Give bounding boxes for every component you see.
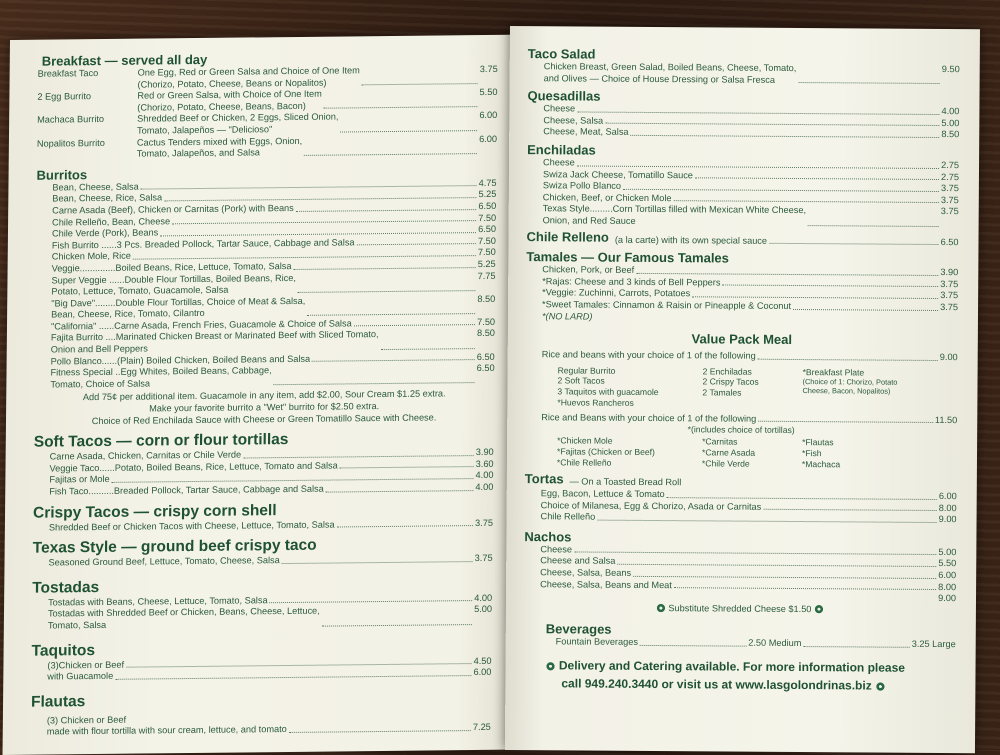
value-pack-options-b	[525, 435, 957, 470]
burrito-row	[50, 363, 494, 391]
burrito-item-price: 5.25	[477, 258, 496, 269]
burrito-item-name: Chile Verde (Pork), Beans	[51, 227, 159, 239]
torta-row	[541, 511, 957, 525]
burrito-item-dots	[298, 271, 476, 293]
nachos-item-price: 8.00	[938, 581, 957, 592]
vp-col1-item: 2 Soft Tacos	[557, 375, 605, 387]
vp-b1-item: *Chicken Mole	[557, 435, 613, 446]
breakfast-item-desc: Shredded Beef or Chicken, 2 Eggs, Sliced Onion, Tomato, Jalapeños — "Delicioso"	[137, 111, 339, 136]
texas-style-item-name: Seasoned Ground Beef, Lettuce, Tomato, Cheese, Salsa	[48, 555, 280, 568]
taco-salad-list	[528, 61, 960, 87]
taquitos-list	[31, 655, 491, 683]
burrito-item-name: Fitness Special ..Egg Whites, Boiled Beans, Cabbage, Tomato, Choice of Salsa	[50, 365, 272, 390]
enchiladas-list	[527, 157, 959, 230]
breakfast-item-name: Breakfast Taco	[37, 68, 99, 79]
breakfast-item-desc: Red or Green Salsa, with Choice of One Item (Chorizo, Potato, Cheese, Beans, Bacon)	[137, 88, 322, 113]
taquito-item-name: (3)Chicken or Beef	[47, 659, 125, 671]
soft-tacos-title: Soft Tacos — corn or flour tortillas	[33, 431, 289, 451]
breakfast-item-price: 3.75	[479, 63, 498, 75]
quesadilla-item-price: 4.00	[941, 106, 960, 117]
torta-item-name: Choice of Milanesa, Egg & Chorizo, Asada or Carnitas	[540, 499, 762, 512]
vp-b3-item: *Machaca	[801, 458, 841, 469]
burrito-item-dots	[293, 259, 475, 270]
breakfast-item-name: Machaca Burrito	[37, 114, 105, 126]
enchiladas-title: Enchiladas	[527, 142, 596, 158]
burrito-item-name: Bean, Cheese, Salsa	[52, 181, 139, 193]
taco-salad-row	[544, 61, 960, 87]
tostadas-list	[32, 593, 492, 633]
burrito-item-dots	[380, 329, 475, 350]
texas-style-item-dots	[282, 553, 473, 564]
breakfast-item-desc: Cactus Tenders mixed with Eggs, Onion, Tomato, Jalapeños, and Salsa	[136, 135, 303, 159]
breakfast-item-price: 6.00	[479, 133, 498, 144]
nachos-item-name: Cheese, Salsa, Beans and Meat	[540, 578, 672, 590]
vp-b2-item: *Chile Verde	[701, 458, 750, 469]
burritos-list	[34, 178, 496, 391]
chile-relleno-title: Chile Relleno	[526, 228, 609, 245]
enchilada-item-dots	[808, 205, 939, 226]
burrito-item-price: 4.75	[478, 177, 497, 188]
breakfast-item-name: 2 Egg Burrito	[37, 91, 92, 102]
soft-taco-item-name: Fish Taco..........Breaded Pollock, Tartar Sauce, Cabbage and Salsa	[49, 483, 324, 497]
quesadilla-item-price: 8.50	[941, 129, 960, 140]
breakfast-item-price: 6.00	[479, 110, 498, 121]
texas-style-title: Texas Style — ground beef crispy taco	[32, 536, 317, 557]
value-pack-line2-dots	[758, 414, 933, 424]
breakfast-item-desc: One Egg, Red or Green Salsa and Choice of One Item (Chorizo, Potato, Cheese, Beans or Nopalitos)	[137, 65, 360, 90]
tamales-title: Tamales — Our Famous Tamales	[526, 249, 729, 266]
soft-taco-item-price: 4.00	[475, 470, 494, 481]
flautas-line: (3) Chicken or Beef	[46, 714, 127, 726]
breakfast-item-dots	[340, 110, 477, 132]
value-pack-b1	[557, 435, 702, 468]
vp-col2-item: 2 Enchiladas	[702, 366, 752, 377]
tostada-item-dots	[270, 593, 473, 604]
enchilada-item-price: 3.75	[940, 183, 959, 194]
beverages-item: Fountain Beverages	[555, 636, 638, 648]
burrito-item-dots	[357, 236, 477, 246]
chile-relleno-price: 6.50	[940, 236, 959, 247]
breakfast-item-name: Nopalitos Burrito	[36, 137, 105, 149]
burrito-item-price: 7.50	[477, 247, 496, 258]
enchilada-item-name: Texas Style.........Corn Tortillas filled with Mexican White Cheese, Onion, and Red Sauce	[542, 203, 807, 226]
value-pack-line2-note: *(includes choice of tortillas)	[687, 424, 795, 436]
burrito-item-name: "Big Dave"........Double Flour Tortillas, Choice of Meat & Salsa, Bean, Cheese, Rice, Tomato, Cilantro	[51, 295, 306, 320]
tamal-item-name: Chicken, Pork, or Beef	[542, 264, 635, 275]
tamal-item-name: *Rajas: Cheese and 3 kinds of Bell Peppers	[542, 275, 721, 288]
enchilada-item-price: 2.75	[941, 159, 960, 171]
value-pack-options-a	[525, 365, 957, 411]
value-pack-line1-price: 9.00	[939, 352, 958, 363]
breakfast-item-dots	[362, 64, 478, 85]
burrito-item-name: Carne Asada (Beef), Chicken or Carnitas (Pork) with Beans	[52, 202, 294, 216]
enchilada-item-dots	[623, 181, 939, 192]
nachos-item-dots	[674, 580, 936, 590]
burrito-item-price: 8.50	[477, 293, 496, 304]
nachos-item-name: Cheese, Salsa, Beans	[540, 567, 632, 578]
vp-b2-item: *Carnitas	[702, 436, 738, 447]
value-pack-col1	[557, 365, 702, 409]
tamales-list	[526, 264, 958, 313]
tostada-row	[48, 604, 492, 632]
chile-relleno-row	[526, 228, 959, 249]
value-pack-line1-name: Rice and beans with your choice of 1 of the following	[541, 349, 756, 361]
soft-taco-item-name: Veggie Taco......Potato, Boiled Beans, Rice, Lettuce, Tomato and Salsa	[49, 460, 338, 474]
beverages-dots-2	[803, 638, 909, 647]
burrito-item-dots	[312, 352, 475, 362]
nachos-extra	[524, 602, 956, 617]
tostadas-title: Tostadas	[32, 578, 100, 597]
quesadilla-item-name: Cheese, Meat, Salsa	[543, 126, 629, 138]
nachos-item-name: Cheese	[540, 544, 573, 555]
crispy-taco-item-name: Shredded Beef or Chicken Tacos with Cheese, Lettuce, Tomato, Salsa	[48, 519, 335, 533]
tamal-item-price: 3.75	[940, 278, 959, 289]
vp-col1-item: 3 Taquitos with guacamole	[557, 386, 659, 398]
nachos-list	[524, 544, 956, 593]
footer-line-2	[545, 674, 955, 695]
beverages-row	[524, 637, 956, 652]
quesadilla-item-dots	[577, 104, 939, 115]
burrito-item-price: 6.50	[476, 351, 495, 362]
burritos-note-3: Choice of Red Enchilada Sauce with Cheese or Green Tomatillo Sauce with Cheese.	[91, 412, 437, 426]
footer-line-2-text: call 949.240.3440 or visit us at www.lasgolondrinas.biz	[561, 676, 872, 693]
taquitos-title: Taquitos	[31, 641, 96, 660]
enchilada-item-name: Swiza Jack Cheese, Tomatillo Sauce	[542, 168, 693, 180]
nachos-extra-price: 9.00	[938, 593, 957, 604]
taco-salad-item-dots	[798, 63, 940, 84]
value-pack-line1	[526, 349, 958, 364]
enchilada-item-name: Swiza Pollo Blanco	[542, 180, 622, 191]
tamal-item-price: 3.75	[940, 290, 959, 301]
burrito-item-price: 8.50	[477, 328, 496, 339]
tamal-item-dots	[722, 277, 938, 287]
beverages-dots	[640, 637, 746, 646]
soft-taco-item-price: 3.60	[475, 458, 494, 469]
chile-relleno-note: (a la carte) with its own special sauce	[614, 234, 768, 246]
tostada-item-price: 5.00	[474, 604, 493, 615]
vp-col2-item: 2 Tamales	[702, 387, 742, 398]
left-column	[31, 45, 498, 739]
value-pack-line2-name: Rice and Beans with your choice of 1 of the following	[541, 412, 757, 424]
flauta-item-name: made with flour tortilla with sour cream, lettuce, and tomato	[46, 724, 287, 737]
burrito-item-name: "California" ......Carne Asada, French Fries, Guacamole & Choice of Salsa	[50, 318, 352, 332]
torta-item-dots	[597, 512, 937, 523]
burrito-item-dots	[274, 363, 475, 385]
taco-salad-item-price: 9.50	[941, 64, 960, 75]
value-pack-line2-price: 11.50	[934, 414, 958, 426]
burritos-title: Burritos	[36, 166, 88, 183]
enchilada-item-dots	[695, 170, 939, 180]
soft-taco-item-dots	[340, 459, 474, 469]
beverages-large: 3.25 Large	[911, 639, 956, 650]
quesadilla-item-dots	[631, 127, 940, 138]
nachos-item-name: Cheese and Salsa	[540, 555, 616, 567]
burrito-item-name: Super Veggie ......Double Flour Tortillas, Boiled Beans, Rice, Potato, Lettuce, Tomato, Guacamole, Salsa	[51, 272, 297, 297]
tortas-list	[525, 488, 957, 526]
menu-right-page	[505, 26, 980, 753]
burrito-item-dots	[296, 201, 477, 211]
value-pack-col3	[802, 367, 912, 411]
burrito-item-price: 7.50	[477, 235, 496, 246]
breakfast-row	[37, 133, 497, 161]
soft-taco-item-price: 4.00	[475, 481, 494, 493]
soft-taco-item-dots	[243, 447, 474, 458]
vp-col1-item: Regular Burrito	[557, 365, 616, 376]
torta-item-dots	[667, 489, 937, 499]
soft-taco-item-name: Fajitas or Mole	[49, 474, 110, 485]
tostada-item-dots	[322, 604, 473, 626]
value-pack-line1-dots	[758, 351, 938, 361]
enchilada-item-price: 3.75	[940, 194, 959, 205]
soft-taco-item-price: 3.90	[475, 447, 494, 458]
chile-relleno-dots	[769, 232, 939, 245]
quesadilla-item-name: Cheese, Salsa	[543, 115, 604, 126]
burrito-item-dots	[307, 294, 475, 316]
vp-col1-item: *Huevos Rancheros	[557, 397, 634, 408]
enchilada-item-name: Cheese	[543, 157, 575, 168]
tamales-note: *(NO LARD)	[541, 310, 593, 322]
breakfast-item-dots	[324, 87, 478, 109]
vp-col3-title: *Breakfast Plate	[802, 366, 865, 378]
taco-salad-title: Taco Salad	[527, 46, 596, 62]
vp-b1-item: *Chile Relleño	[556, 456, 612, 468]
burrito-item-name: Veggie..............Boiled Beans, Rice, Lettuce, Tomato, Salsa	[51, 260, 292, 274]
quesadilla-row	[543, 127, 959, 141]
burrito-item-name: Fajita Burrito ....Marinated Chicken Breast or Marinated Beef with Sliced Tomato, Onion and Bell Peppers	[50, 329, 379, 355]
torta-item-name: Egg, Bacon, Lettuce & Tomato	[540, 488, 665, 500]
breakfast-list	[37, 64, 498, 162]
nachos-item-dots	[633, 568, 936, 579]
tamal-item-name: *Sweet Tamales: Cinnamon & Raisin or Pineapple & Coconut	[542, 299, 792, 311]
soft-taco-item-name: Carne Asada, Chicken, Carnitas or Chile Verde	[49, 449, 242, 462]
nachos-item-price: 5.00	[938, 546, 957, 557]
flower-icon	[545, 661, 555, 671]
texas-style-item-price: 3.75	[474, 553, 493, 564]
breakfast-item-dots	[304, 134, 477, 156]
tortas-note: — On a Toasted Bread Roll	[569, 476, 682, 488]
enchilada-item-price: 2.75	[941, 171, 959, 182]
tamal-item-name: *Veggie: Zuchinni, Carrots, Potatoes	[542, 287, 691, 299]
burrito-item-name: Chicken Mole, Rice	[51, 251, 131, 262]
value-pack-b3	[802, 437, 912, 470]
vp-b3-item: *Fish	[801, 447, 822, 459]
quesadillas-list	[527, 103, 959, 141]
enchilada-item-name: Chicken, Beef, or Chicken Mole	[542, 191, 672, 203]
tortas-title: Tortas	[524, 471, 564, 487]
crispy-tacos-title: Crispy Tacos — crispy corn shell	[32, 501, 277, 522]
value-pack-col2	[702, 366, 802, 410]
flower-icon	[814, 604, 824, 614]
burrito-item-price: 5.25	[478, 189, 497, 200]
tamal-item-dots	[636, 265, 938, 276]
torta-item-price: 6.00	[938, 491, 957, 502]
quesadilla-item-dots	[605, 115, 939, 126]
vp-b3-item: *Flautas	[802, 437, 834, 448]
torta-item-price: 9.00	[938, 514, 957, 525]
tostada-item-name: Tostadas with Shredded Beef or Chicken, Beans, Cheese, Lettuce, Tomato, Salsa	[47, 606, 320, 631]
breakfast-title: Breakfast — served all day	[41, 51, 208, 69]
nachos-extra-dots	[542, 590, 936, 601]
burrito-item-price: 6.50	[478, 200, 497, 212]
enchilada-item-price: 3.75	[940, 206, 959, 217]
burrito-item-name: Bean, Cheese, Rice, Salsa	[52, 192, 163, 204]
crispy-taco-item-dots	[337, 518, 474, 528]
tamal-item-dots	[793, 301, 938, 311]
quesadilla-item-price: 5.00	[941, 117, 960, 128]
value-pack-b2	[702, 436, 802, 469]
nachos-item-price: 6.00	[938, 570, 957, 581]
taco-salad-item-name: Chicken Breast, Green Salad, Boiled Beans, Cheese, Tomato, and Olives — Choice of House Dressing or Salsa Fresca	[543, 61, 797, 85]
torta-item-price: 8.00	[938, 502, 957, 513]
burrito-item-name: Fish Burrito ......3 Pcs. Breaded Pollock, Tartar Sauce, Cabbage and Salsa	[51, 237, 355, 251]
tamal-item-dots	[692, 289, 938, 299]
vp-b1-item: *Fajitas (Chicken or Beef)	[556, 446, 655, 457]
flautas-title: Flautas	[30, 692, 86, 711]
torta-item-dots	[763, 501, 937, 511]
taquito-item-price: 4.50	[473, 655, 492, 666]
menu-left-page	[3, 35, 516, 755]
enchilada-item-dots	[673, 193, 938, 203]
footer	[523, 656, 955, 695]
nachos-extra-text: Substitute Shredded Cheese $1.50	[668, 602, 812, 614]
burrito-item-price: 7.50	[478, 212, 497, 223]
enchilada-row	[543, 204, 959, 230]
flauta-item-dots	[289, 722, 471, 733]
vp-b2-item: *Carne Asada	[701, 447, 756, 458]
vp-col2-item: 2 Crispy Tacos	[702, 376, 759, 388]
taquito-item-price: 6.00	[473, 667, 492, 678]
burrito-item-price: 6.50	[476, 363, 495, 374]
nachos-item-dots	[617, 556, 936, 567]
burrito-item-dots	[354, 317, 476, 327]
breakfast-item-price: 5.50	[479, 87, 498, 98]
right-column	[523, 46, 959, 695]
soft-tacos-list	[33, 447, 494, 498]
burrito-item-price: 6.50	[478, 224, 497, 235]
vp-col3-note: (Choice of 1: Chorizo, Potato Cheese, Bacon, Nopalitos)	[802, 377, 898, 397]
flower-icon	[656, 603, 666, 613]
tostada-item-name: Tostadas with Beans, Cheese, Lettuce, Tomato, Salsa	[48, 594, 268, 608]
enchilada-item-dots	[577, 157, 939, 168]
beverages-medium: 2.50 Medium	[748, 638, 802, 649]
footer-line-1-text: Delivery and Catering available. For more information please	[558, 658, 906, 675]
tamal-item-price: 3.90	[940, 267, 959, 278]
burrito-item-price: 7.50	[477, 316, 496, 327]
flauta-item-price: 7.25	[472, 722, 491, 733]
burritos-note-2: Make your favorite burrito a "Wet" burrito for $2.50 extra.	[149, 401, 380, 414]
tamal-item-price: 3.75	[940, 301, 959, 313]
soft-taco-item-dots	[326, 482, 474, 492]
burritos-note-1: Add 75¢ per additional item. Guacamole in any item, add $2.00, Sour Cream $1.25 extra.	[82, 388, 446, 403]
tostada-item-price: 4.00	[474, 592, 493, 603]
taquito-item-name: with Guacamole	[47, 670, 114, 682]
nachos-item-dots	[574, 544, 936, 555]
quesadillas-title: Quesadillas	[527, 88, 601, 104]
value-pack-title: Value Pack Meal	[691, 331, 793, 348]
nachos-title: Nachos	[524, 528, 572, 545]
burrito-item-price: 7.75	[477, 270, 496, 281]
torta-item-name: Chile Relleño	[540, 511, 596, 522]
crispy-taco-item-price: 3.75	[475, 517, 494, 528]
beverages-title: Beverages	[545, 621, 612, 638]
nachos-item-price: 5.50	[938, 558, 957, 569]
burrito-item-name: Pollo Blanco......(Plain) Boiled Chicken, Boiled Beans and Salsa	[50, 353, 311, 367]
burrito-item-name: Chile Relleño, Bean, Cheese	[52, 215, 171, 228]
flower-icon	[875, 681, 885, 691]
quesadilla-item-name: Cheese	[543, 103, 576, 114]
burrito-item-dots	[172, 213, 476, 225]
